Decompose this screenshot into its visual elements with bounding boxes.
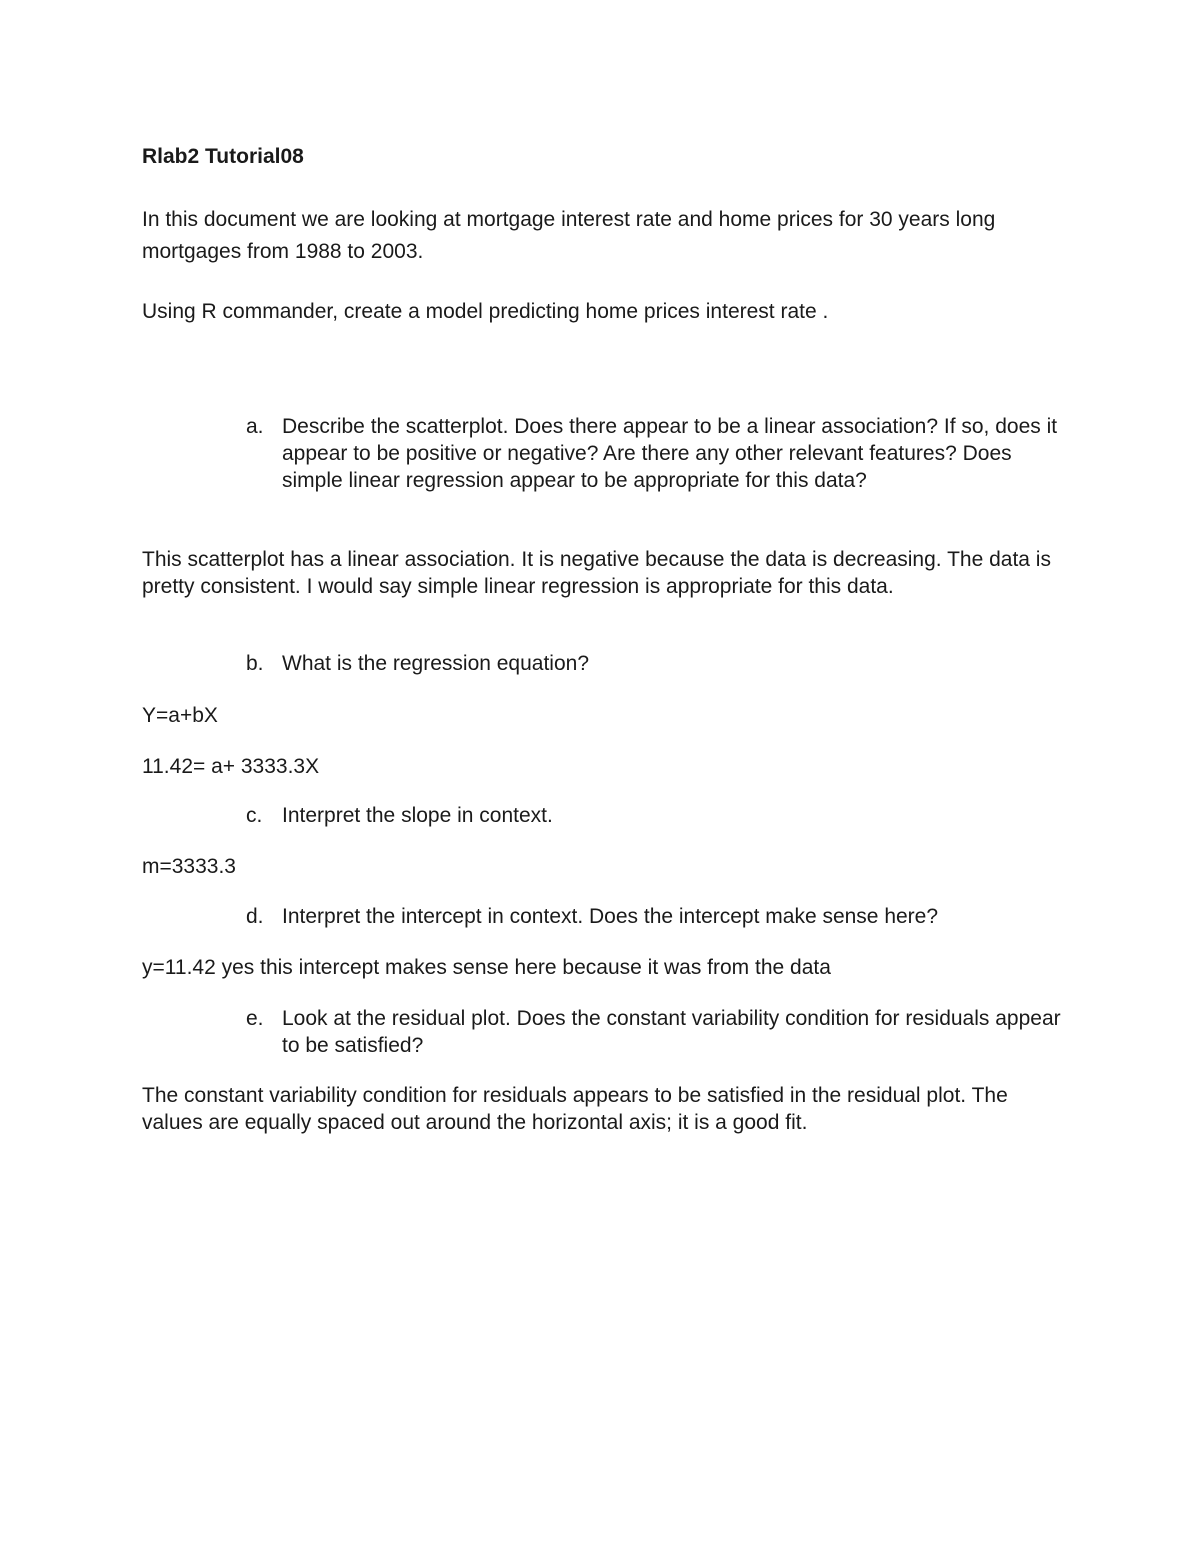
answer-a: This scatterplot has a linear association. It is negative because the data is decreasing. The data is pretty consistent. I would say simple linear regression is appropriate for this data.	[142, 548, 1051, 598]
document-title: Rlab2 Tutorial08	[142, 145, 304, 168]
question-letter: a.	[246, 415, 264, 438]
intro-paragraph: In this document we are looking at mortgage interest rate and home prices for 30 years long mortgages from 1988 to 2003.	[142, 208, 996, 263]
question-b	[246, 650, 1066, 677]
question-letter: e.	[246, 1007, 264, 1030]
question-letter: b.	[246, 652, 264, 675]
answer-c: m=3333.3	[142, 855, 236, 878]
question-text: Interpret the slope in context.	[282, 804, 553, 827]
question-text: What is the regression equation?	[282, 652, 590, 675]
answer-b-values: 11.42= a+ 3333.3X	[142, 755, 320, 778]
question-text: Interpret the intercept in context. Does the intercept make sense here?	[282, 905, 939, 928]
question-text: Look at the residual plot. Does the constant variability condition for residuals appear to be satisfied?	[282, 1007, 1061, 1057]
question-a	[246, 413, 1066, 494]
question-d	[246, 903, 1066, 930]
answer-e: The constant variability condition for residuals appears to be satisfied in the residual plot. The values are equally spaced out around the horizontal axis; it is a good fit.	[142, 1084, 1008, 1134]
answer-d: y=11.42 yes this intercept makes sense here because it was from the data	[142, 956, 831, 979]
question-text: Describe the scatterplot. Does there appear to be a linear association? If so, does it appear to be positive or negative? Are there any other relevant features? Does simple linear regression appear to be appropriate for this data?	[282, 415, 1058, 492]
instruction-paragraph: Using R commander, create a model predicting home prices interest rate .	[142, 300, 829, 323]
question-letter: d.	[246, 905, 264, 928]
question-c	[246, 802, 1066, 829]
question-letter: c.	[246, 804, 263, 827]
question-e	[246, 1005, 1066, 1059]
answer-b-equation: Y=a+bX	[142, 704, 218, 727]
